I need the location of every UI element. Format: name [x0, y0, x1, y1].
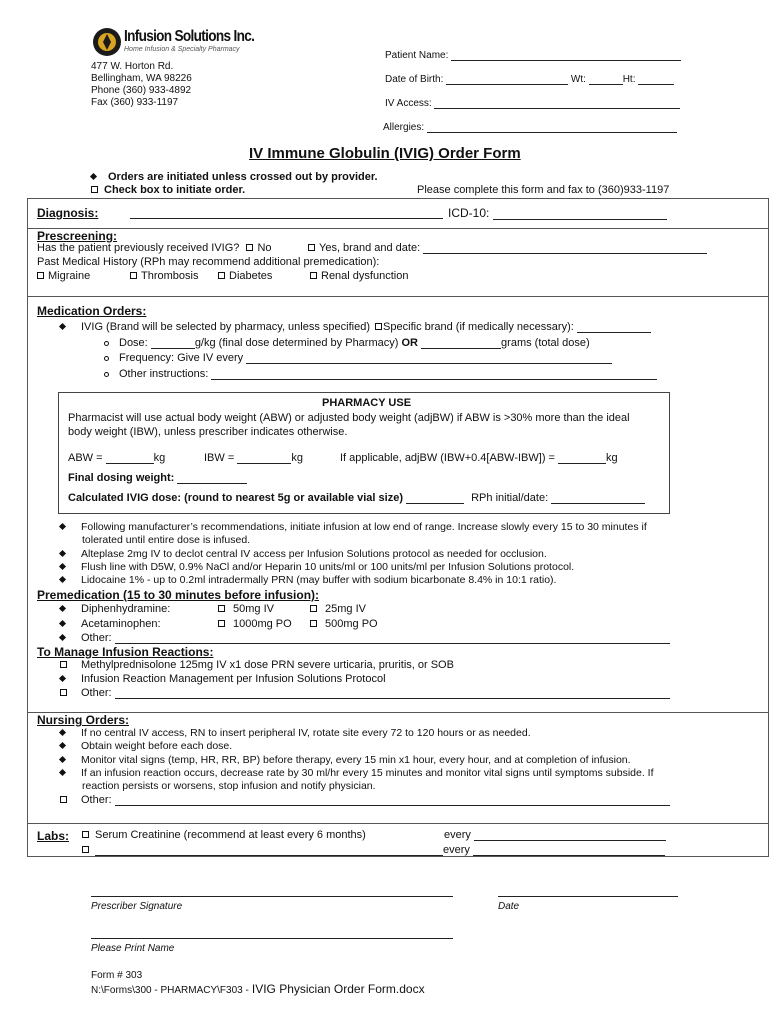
diamond-bullet-icon	[59, 769, 66, 776]
wt-field[interactable]	[589, 73, 623, 85]
labs-every-2: every	[443, 844, 470, 856]
icd-label: ICD-10:	[448, 206, 490, 220]
dose-label: Dose:	[119, 337, 148, 349]
diamond-bullet-icon	[59, 675, 66, 682]
other-instructions-field[interactable]	[211, 368, 657, 380]
calc-dose-field[interactable]	[406, 492, 464, 504]
nursing-other-field[interactable]	[115, 794, 670, 806]
renal-label: Renal dysfunction	[321, 270, 409, 282]
abw-kg: kg	[153, 452, 166, 464]
ibw-label: IBW =	[204, 452, 235, 464]
pharmacy-use-title: PHARMACY USE	[322, 397, 412, 409]
form-title: IV Immune Globulin (IVIG) Order Form	[249, 145, 521, 162]
aceta-500-checkbox[interactable]	[310, 620, 317, 627]
frequency-label: Frequency: Give IV every	[119, 352, 244, 364]
allergies-label: Allergies:	[383, 122, 425, 133]
diamond-bullet-icon	[59, 742, 66, 749]
nursing-item1: If no central IV access, RN to insert peripheral IV, rotate site every 72 to 120 hours or as needed.	[81, 727, 531, 739]
diphenhydramine-label: Diphenhydramine:	[81, 603, 171, 615]
frequency-field[interactable]	[246, 352, 612, 364]
prescriber-signature-line[interactable]	[91, 896, 453, 897]
diamond-bullet-icon	[59, 323, 66, 330]
address-line1: 477 W. Horton Rd.	[91, 61, 174, 72]
admin-line4: Flush line with D5W, 0.9% NaCl and/or Heparin 10 units/ml or 100 units/ml per Infusion Solutions protocol.	[81, 561, 575, 573]
labs-other-checkbox[interactable]	[82, 846, 89, 853]
aceta-1000-checkbox[interactable]	[218, 620, 225, 627]
diamond-bullet-icon	[59, 550, 66, 557]
dose-grams-text: grams (total dose)	[501, 337, 590, 349]
fax-note: Please complete this form and fax to (360)933-1197	[417, 184, 670, 196]
nursing-item4b: reaction persists or worsens, stop infusion and notify physician.	[82, 780, 376, 792]
prescriber-signature-label: Prescriber Signature	[91, 901, 183, 912]
diamond-bullet-icon	[59, 756, 66, 763]
diamond-bullet-icon	[59, 729, 66, 736]
renal-checkbox[interactable]	[310, 272, 317, 279]
reaction-other-field[interactable]	[115, 687, 670, 699]
thrombosis-label: Thrombosis	[141, 270, 199, 282]
diamond-bullet-icon	[59, 563, 66, 570]
premedication-label: Premedication (15 to 30 minutes before infusion):	[37, 588, 320, 602]
dose-or: OR	[401, 337, 418, 349]
nursing-other-checkbox[interactable]	[60, 796, 67, 803]
diabetes-label: Diabetes	[229, 270, 273, 282]
pharmacy-text1: Pharmacist will use actual body weight (ABW) or adjusted body weight (adjBW) if ABW is >30% more than the ideal	[68, 412, 630, 424]
nursing-item2: Obtain weight before each dose.	[81, 740, 233, 752]
diagnosis-label: Diagnosis:	[37, 206, 99, 220]
iv-access-field[interactable]	[434, 97, 680, 109]
allergies-field[interactable]	[427, 121, 677, 133]
methylpred-checkbox[interactable]	[60, 661, 67, 668]
serum-creatinine-label: Serum Creatinine (recommend at least every 6 months)	[95, 829, 366, 841]
admin-line2: tolerated until entire dose is infused.	[82, 534, 251, 546]
diamond-bullet-icon	[59, 620, 66, 627]
thrombosis-checkbox[interactable]	[130, 272, 137, 279]
brand-date-field[interactable]	[423, 242, 707, 254]
specific-brand-field[interactable]	[577, 321, 651, 333]
ht-field[interactable]	[638, 73, 674, 85]
pharmacy-text2: body weight (IBW), unless prescriber indicates otherwise.	[68, 426, 348, 438]
aceta-500-label: 500mg PO	[325, 618, 378, 630]
no-label: No	[257, 242, 272, 254]
dose-grams-field[interactable]	[421, 337, 501, 349]
reactions-label: To Manage Infusion Reactions:	[37, 645, 214, 659]
dose-gkg-text: g/kg (final dose determined by Pharmacy)	[194, 337, 399, 349]
date-signature-label: Date	[498, 901, 520, 912]
checkbox-icon	[91, 186, 98, 193]
address-line2: Bellingham, WA 98226	[91, 73, 192, 84]
rph-label: RPh initial/date:	[471, 492, 549, 504]
instruction-line1: Orders are initiated unless crossed out by provider.	[108, 171, 378, 183]
final-dosing-label: Final dosing weight:	[68, 472, 175, 484]
file-name: IVIG Physician Order Form.docx	[251, 982, 425, 996]
acetaminophen-label: Acetaminophen:	[81, 618, 161, 630]
circle-bullet-icon	[104, 372, 109, 377]
no-checkbox[interactable]	[246, 244, 253, 251]
aceta-1000-label: 1000mg PO	[233, 618, 292, 630]
reaction-other-checkbox[interactable]	[60, 689, 67, 696]
labs-every-field-1[interactable]	[474, 829, 666, 841]
logo-emblem-icon	[92, 27, 122, 57]
nursing-item4a: If an infusion reaction occurs, decrease rate by 30 ml/hr every 15 minutes and monitor vital signs until symptoms subside. If	[81, 767, 654, 779]
migraine-label: Migraine	[48, 270, 91, 282]
diamond-bullet-icon	[59, 576, 66, 583]
ivig-history-question: Has the patient previously received IVIG?	[37, 242, 240, 254]
company-tagline: Home Infusion & Specialty Pharmacy	[124, 46, 240, 53]
other-instructions-label: Other instructions:	[119, 368, 209, 380]
calc-dose-label: Calculated IVIG dose: (round to nearest 5g or available vial size)	[68, 492, 403, 504]
diamond-bullet-icon	[59, 605, 66, 612]
labs-every-1: every	[444, 829, 471, 841]
medical-history-text: Past Medical History (RPh may recommend additional premedication):	[37, 256, 380, 268]
yes-label: Yes, brand and date:	[319, 242, 421, 254]
diamond-bullet-icon	[59, 523, 66, 530]
fax: Fax (360) 933-1197	[91, 97, 179, 108]
ibw-kg: kg	[291, 452, 303, 464]
patient-name-label: Patient Name:	[385, 50, 449, 61]
wt-label: Wt:	[570, 74, 586, 85]
ht-label: Ht:	[622, 74, 636, 85]
abw-label: ABW =	[68, 452, 103, 464]
instruction-line2: Check box to initiate order.	[104, 184, 246, 196]
yes-checkbox[interactable]	[308, 244, 315, 251]
prescreening-label: Prescreening:	[37, 229, 118, 243]
dob-label: Date of Birth:	[385, 74, 444, 85]
ibw-field[interactable]	[237, 452, 291, 464]
print-name-label: Please Print Name	[91, 943, 175, 954]
labs-other-field[interactable]	[95, 844, 443, 856]
patient-name-field[interactable]	[451, 49, 681, 61]
dose-gkg-field[interactable]	[151, 337, 195, 349]
admin-line5: Lidocaine 1% - up to 0.2ml intradermally PRN (may buffer with sodium bicarbonate 8.4% in 10:1 ratio).	[81, 574, 557, 586]
company-name: Infusion Solutions Inc.	[124, 28, 255, 45]
methylpred-label: Methylprednisolone 125mg IV x1 dose PRN severe urticaria, pruritis, or SOB	[81, 659, 454, 671]
diphen-50-checkbox[interactable]	[218, 605, 225, 612]
reaction-other-label: Other:	[81, 687, 112, 699]
specific-brand-label: Specific brand (if medically necessary):	[383, 321, 574, 333]
phone: Phone (360) 933-4892	[91, 85, 192, 96]
circle-bullet-icon	[104, 356, 109, 361]
admin-line1: Following manufacturer’s recommendations, initiate infusion at low end of range. Increase slowly every 15 to 30 minutes if	[81, 521, 647, 533]
icd-field[interactable]	[493, 208, 667, 220]
adjbw-field[interactable]	[558, 452, 606, 464]
abw-field[interactable]	[106, 452, 154, 464]
circle-bullet-icon	[104, 341, 109, 346]
nursing-orders-label: Nursing Orders:	[37, 713, 130, 727]
diamond-bullet-icon	[59, 634, 66, 641]
diabetes-checkbox[interactable]	[218, 272, 225, 279]
labs-label: Labs:	[37, 829, 70, 843]
premed-other-field[interactable]	[115, 632, 670, 644]
form-number: Form # 303	[91, 970, 143, 981]
reaction-protocol-label: Infusion Reaction Management per Infusion Solutions Protocol	[81, 673, 386, 685]
medication-orders-label: Medication Orders:	[37, 304, 147, 318]
migraine-checkbox[interactable]	[37, 272, 44, 279]
diamond-bullet-icon	[90, 173, 97, 180]
ivig-line: IVIG (Brand will be selected by pharmacy, unless specified)	[81, 321, 370, 333]
diphen-25-checkbox[interactable]	[310, 605, 317, 612]
specific-brand-checkbox[interactable]	[375, 323, 382, 330]
final-dosing-field[interactable]	[177, 472, 247, 484]
diagnosis-field[interactable]	[130, 206, 443, 219]
rph-field[interactable]	[551, 492, 645, 504]
company-logo	[92, 27, 122, 57]
nursing-other-label: Other:	[81, 794, 112, 806]
date-signature-line[interactable]	[498, 896, 678, 897]
diphen-25-label: 25mg IV	[325, 603, 366, 615]
serum-creatinine-checkbox[interactable]	[82, 831, 89, 838]
admin-line3: Alteplase 2mg IV to declot central IV access per Infusion Solutions protocol as needed for occlusion.	[81, 548, 547, 560]
file-path: N:\Forms\300 - PHARMACY\F303 -	[91, 985, 249, 996]
iv-access-label: IV Access:	[385, 98, 432, 109]
print-name-line[interactable]	[91, 938, 453, 939]
adjbw-label: If applicable, adjBW (IBW+0.4[ABW-IBW]) =	[340, 452, 555, 464]
premed-other-label: Other:	[81, 632, 112, 644]
labs-every-field-2[interactable]	[473, 844, 665, 856]
nursing-item3: Monitor vital signs (temp, HR, RR, BP) before therapy, every 15 min x1 hour, every hour, and at completion of infusion.	[81, 754, 631, 766]
adjbw-kg: kg	[606, 452, 618, 464]
dob-field[interactable]	[446, 73, 568, 85]
diphen-50-label: 50mg IV	[233, 603, 274, 615]
